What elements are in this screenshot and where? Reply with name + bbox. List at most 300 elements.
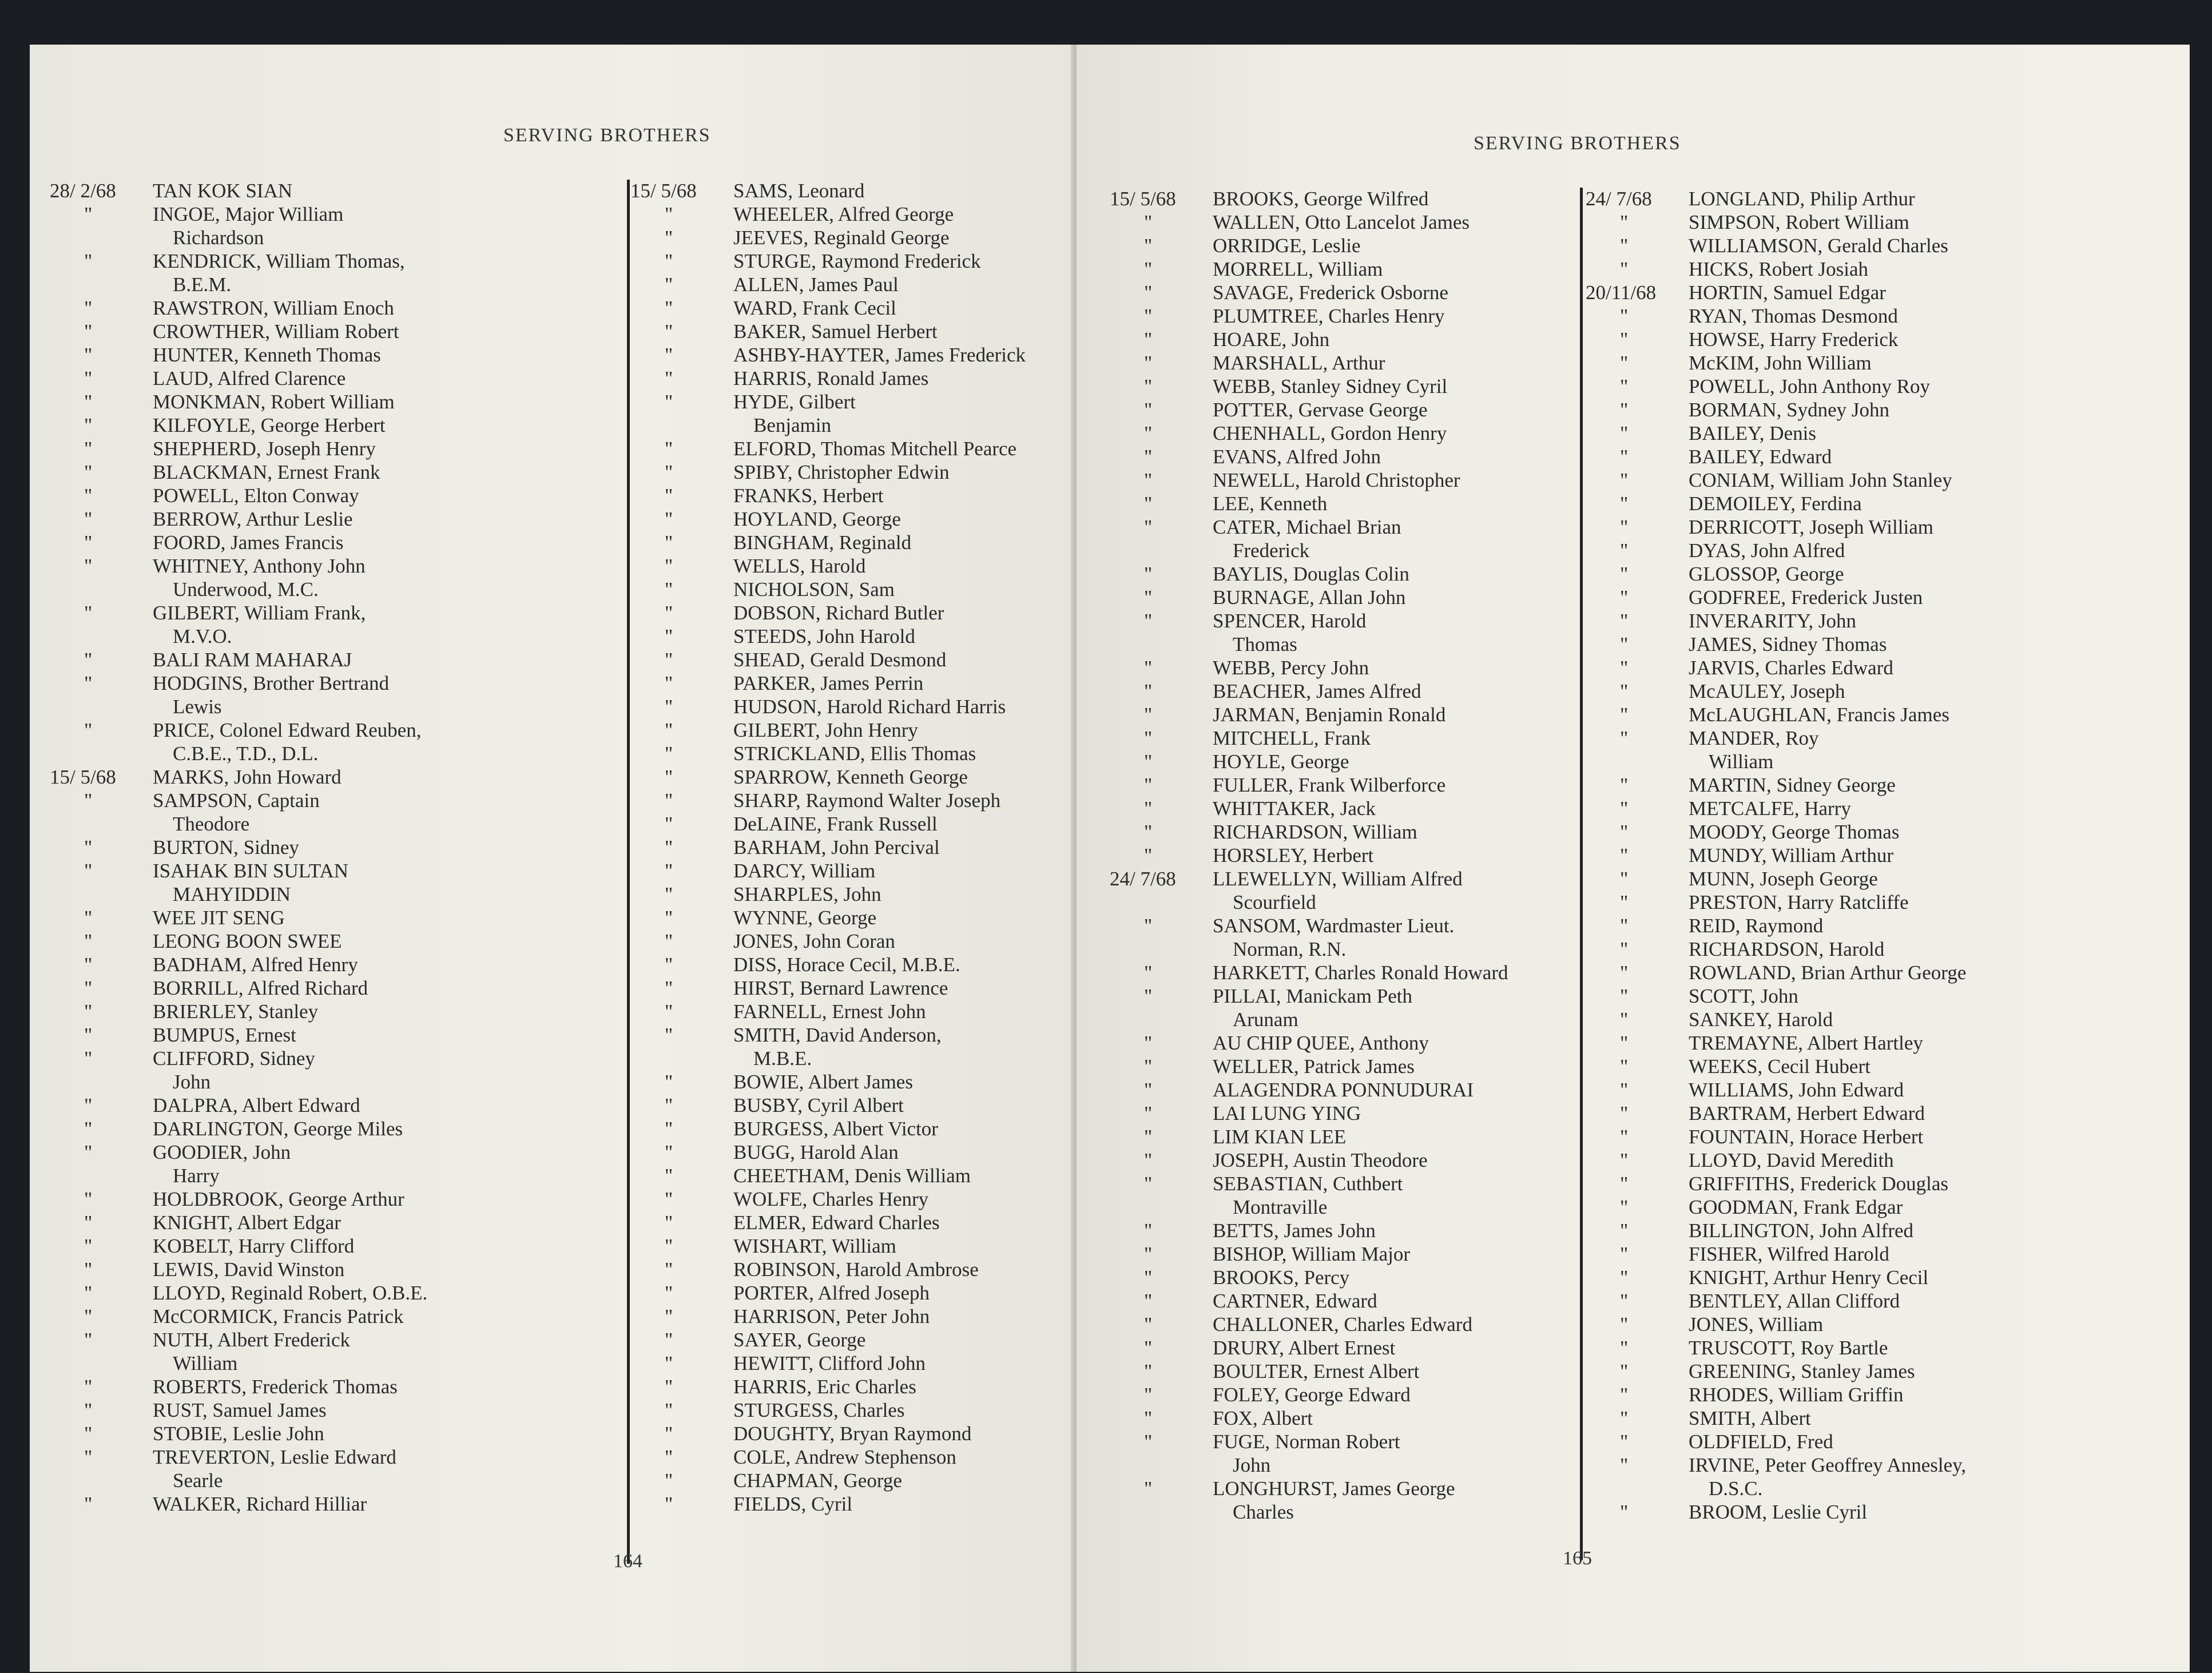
entry-date: " [665,320,673,343]
entry-date: " [665,1329,673,1351]
entry-date: " [1620,305,1629,327]
entry-name: PILLAI, Manickam Peth [1213,985,1412,1007]
entry-date: " [1620,1501,1629,1523]
entry-name: ORRIDGE, Leslie [1213,235,1361,257]
entry-date: 24/ 7/68 [1586,188,1652,210]
entry-name: INGOE, Major William [153,203,344,225]
entry-name: HODGINS, Brother Bertrand [153,672,390,694]
entry-date: " [665,1493,673,1515]
entry-date: " [1620,399,1629,421]
entry-name: HORTIN, Samuel Edgar [1689,281,1886,304]
entry-name: WELLER, Patrick James [1213,1055,1415,1078]
entry-name: HUDSON, Harold Richard Harris [733,696,1006,718]
entry-name: FIELDS, Cyril [733,1493,853,1515]
entry-date: " [1620,961,1629,984]
entry-name: POWELL, John Anthony Roy [1689,375,1930,398]
entry-name: TREVERTON, Leslie Edward [153,1446,396,1468]
entry-name: SHEAD, Gerald Desmond [733,649,947,671]
entry-date: " [1144,352,1153,374]
entry-name: POWELL, Elton Conway [153,484,359,507]
entry-name: TAN KOK SIAN [153,180,293,202]
entry-name: DARLINGTON, George Miles [153,1118,403,1140]
entry-date: " [1144,469,1153,491]
entry-date: " [665,1399,673,1421]
entry-name: BARHAM, John Percival [733,836,940,859]
entry-name: SPARROW, Kenneth George [733,766,968,788]
entry-name-continuation: Arunam [1233,1008,1298,1031]
entry-date: " [1144,1477,1153,1500]
entry-date: " [84,1141,93,1163]
entry-name: GILBERT, William Frank, [153,602,366,624]
entry-name: CHALLONER, Charles Edward [1213,1313,1472,1336]
entry-date: " [1620,891,1629,913]
entry-date: " [665,1211,673,1234]
page-number: 164 [613,1551,642,1572]
entry-date: " [1144,797,1153,820]
entry-name: FRANKS, Herbert [733,484,884,507]
entry-name-continuation: Underwood, M.C. [173,578,319,601]
entry-name: BINGHAM, Reginald [733,531,912,554]
entry-date: " [1620,727,1629,749]
entry-name: ELMER, Edward Charles [733,1211,940,1234]
entry-date: " [665,250,673,272]
entry-date: " [665,602,673,624]
entry-date: " [84,1329,93,1351]
entry-name: SCOTT, John [1689,985,1798,1007]
entry-name: WYNNE, George [733,907,877,929]
entry-date: " [84,1188,93,1210]
entry-date: " [84,297,93,319]
entry-date: " [1620,633,1629,655]
entry-date: " [1620,797,1629,820]
entry-name: BROOKS, Percy [1213,1266,1350,1289]
entry-name-continuation: C.B.E., T.D., D.L. [173,742,319,765]
entry-date: " [1144,281,1153,304]
entry-name: RICHARDSON, William [1213,821,1417,843]
entry-date: " [665,672,673,694]
entry-date: " [84,203,93,225]
entry-date: " [1144,1313,1153,1336]
entry-name: HYDE, Gilbert [733,391,856,413]
entry-date: " [84,367,93,390]
entry-name: PRESTON, Harry Ratcliffe [1689,891,1909,913]
entry-name-continuation: William [173,1352,238,1374]
entry-name: BISHOP, William Major [1213,1243,1411,1265]
entry-name-continuation: Frederick [1233,539,1310,562]
entry-date: " [84,1399,93,1421]
entry-date: " [1620,1384,1629,1406]
column-divider [1580,188,1583,1560]
entry-date: 15/ 5/68 [630,180,697,202]
entry-date: " [1620,680,1629,702]
entry-name: SHARPLES, John [733,883,881,905]
entry-date: " [1144,774,1153,796]
entry-name: WOLFE, Charles Henry [733,1188,929,1210]
entry-name: HARRISON, Peter John [733,1305,930,1328]
entry-date: " [1620,1079,1629,1101]
entry-name: JOSEPH, Austin Theodore [1213,1149,1428,1171]
entry-name: BROOM, Leslie Cyril [1689,1501,1868,1523]
entry-date: " [1144,328,1153,351]
entry-name: JONES, William [1689,1313,1824,1336]
entry-date: " [1620,586,1629,609]
entry-name: LONGLAND, Philip Arthur [1689,188,1915,210]
left-page [30,45,1077,1672]
entry-name: SANSOM, Wardmaster Lieut. [1213,915,1455,937]
entry-date: " [84,789,93,812]
entry-date: " [1144,727,1153,749]
entry-date: " [1620,1055,1629,1078]
entry-name: MOODY, George Thomas [1689,821,1900,843]
entry-date: " [1620,1454,1629,1476]
entry-name: WALKER, Richard Hilliar [153,1493,367,1515]
entry-name: DYAS, John Alfred [1689,539,1845,562]
entry-name: LAI LUNG YING [1213,1102,1361,1124]
entry-date: " [665,930,673,952]
entry-name: HARRIS, Eric Charles [733,1376,916,1398]
entry-name: TREMAYNE, Albert Hartley [1689,1032,1923,1054]
entry-name: GRIFFITHS, Frederick Douglas [1689,1173,1948,1195]
entry-name: BUMPUS, Ernest [153,1024,296,1046]
entry-name: WILLIAMS, John Edward [1689,1079,1904,1101]
entry-name: WARD, Frank Cecil [733,297,896,319]
entry-name: CARTNER, Edward [1213,1290,1377,1312]
entry-name-continuation: Charles [1233,1501,1294,1523]
entry-date: " [1620,1290,1629,1312]
entry-name: REID, Raymond [1689,915,1824,937]
entry-date: " [1620,258,1629,280]
entry-name: SPIBY, Christopher Edwin [733,461,950,483]
page-header: SERVING BROTHERS [1474,133,1681,154]
entry-name: HOLDBROOK, George Arthur [153,1188,404,1210]
entry-name-continuation: Scourfield [1233,891,1316,913]
entry-date: " [84,977,93,999]
page-number: 165 [1563,1548,1592,1569]
entry-name: ROBERTS, Frederick Thomas [153,1376,398,1398]
entry-name: CHEETHAM, Denis William [733,1165,971,1187]
entry-date: " [665,1305,673,1328]
entry-date: " [665,226,673,249]
entry-date: " [665,742,673,765]
entry-name: KNIGHT, Albert Edgar [153,1211,341,1234]
entry-name-continuation: M.V.O. [173,625,232,647]
entry-date: " [84,649,93,671]
entry-date: " [665,625,673,647]
entry-date: " [665,860,673,882]
entry-name: BORRILL, Alfred Richard [153,977,368,999]
entry-date: " [1144,704,1153,726]
entry-date: " [84,1282,93,1304]
entry-name: PARKER, James Perrin [733,672,924,694]
entry-date: " [665,273,673,296]
entry-name: NEWELL, Harold Christopher [1213,469,1460,491]
entry-date: " [1620,821,1629,843]
entry-date: " [1144,1032,1153,1054]
entry-name: GILBERT, John Henry [733,719,918,741]
entry-date: " [84,1422,93,1445]
entry-name: INVERARITY, John [1689,610,1856,632]
entry-name: LLOYD, Reginald Robert, O.B.E. [153,1282,428,1304]
entry-name: LLEWELLYN, William Alfred [1213,868,1463,890]
entry-name-continuation: Richardson [173,226,264,249]
entry-date: " [1620,328,1629,351]
entry-name: JARVIS, Charles Edward [1689,657,1893,679]
entry-date: " [84,953,93,976]
entry-date: " [665,203,673,225]
entry-name: WISHART, William [733,1235,896,1257]
entry-date: " [84,391,93,413]
entry-name-continuation: Theodore [173,813,250,835]
entry-date: " [665,461,673,483]
entry-name: McLAUGHLAN, Francis James [1689,704,1949,726]
entry-name-continuation: Harry [173,1165,220,1187]
entry-name: BADHAM, Alfred Henry [153,953,358,976]
entry-date: " [84,414,93,436]
entry-name: BETTS, James John [1213,1219,1376,1242]
entry-name: BARTRAM, Herbert Edward [1689,1102,1925,1124]
entry-name: HOYLAND, George [733,508,901,530]
entry-date: " [665,1141,673,1163]
entry-date: " [84,719,93,741]
entry-name-continuation: Montraville [1233,1196,1328,1218]
entry-name: BENTLEY, Allan Clifford [1689,1290,1900,1312]
entry-date: " [1620,1313,1629,1336]
names-column [50,180,622,1587]
entry-date: " [84,1446,93,1468]
entry-name: RUST, Samuel James [153,1399,327,1421]
entry-date: " [84,836,93,859]
entry-name: BUGG, Harold Alan [733,1141,899,1163]
entry-date: " [84,438,93,460]
entry-date: " [665,531,673,554]
entry-date: " [665,1188,673,1210]
entry-name: SHEPHERD, Joseph Henry [153,438,376,460]
entry-name: CHAPMAN, George [733,1469,902,1492]
entry-name-continuation: Thomas [1233,633,1297,655]
entry-date: " [665,508,673,530]
entry-name: FOLEY, George Edward [1213,1384,1411,1406]
entry-name: McKIM, John William [1689,352,1872,374]
entry-date: " [1144,1173,1153,1195]
entry-date: " [1620,1243,1629,1265]
entry-name: DARCY, William [733,860,876,882]
entry-name: STURGE, Raymond Frederick [733,250,981,272]
entry-date: " [1620,1430,1629,1453]
entry-name: GODFREE, Frederick Justen [1689,586,1923,609]
entry-date: " [1144,1079,1153,1101]
entry-name: HOWSE, Harry Frederick [1689,328,1899,351]
entry-name: BAYLIS, Douglas Colin [1213,563,1409,585]
entry-date: " [84,672,93,694]
entry-name: SMITH, David Anderson, [733,1024,942,1046]
entry-name: BALI RAM MAHARAJ [153,649,352,671]
entry-date: " [665,1446,673,1468]
entry-date: " [1144,492,1153,515]
entry-date: " [84,860,93,882]
entry-name: ISAHAK BIN SULTAN [153,860,349,882]
entry-name: HARKETT, Charles Ronald Howard [1213,961,1508,984]
page-header: SERVING BROTHERS [503,125,711,146]
entry-date: " [1620,563,1629,585]
entry-date: " [1144,1266,1153,1289]
entry-date: " [1144,1149,1153,1171]
entry-date: " [665,1352,673,1374]
entry-date: " [665,344,673,366]
entry-name: DOUGHTY, Bryan Raymond [733,1422,972,1445]
entry-date: " [1144,258,1153,280]
entry-date: " [1620,938,1629,960]
entry-name-continuation: Norman, R.N. [1233,938,1347,960]
entry-name: HICKS, Robert Josiah [1689,258,1869,280]
entry-date: " [84,907,93,929]
entry-date: " [84,1047,93,1070]
entry-name: BOWIE, Albert James [733,1071,913,1093]
entry-name: LIM KIAN LEE [1213,1126,1347,1148]
entry-date: " [1620,1266,1629,1289]
entry-date: " [1620,657,1629,679]
entry-name: MUNDY, William Arthur [1689,844,1893,867]
entry-name: DOBSON, Richard Butler [733,602,944,624]
entry-date: " [1144,211,1153,233]
entry-name: PRICE, Colonel Edward Reuben, [153,719,422,741]
entry-date: " [665,1165,673,1187]
entry-name: PLUMTREE, Charles Henry [1213,305,1445,327]
entry-date: " [1144,844,1153,867]
entry-name: BILLINGTON, John Alfred [1689,1219,1914,1242]
entry-date: " [1620,1126,1629,1148]
entry-date: " [1144,985,1153,1007]
entry-name-continuation: John [1233,1454,1271,1476]
entry-name: KNIGHT, Arthur Henry Cecil [1689,1266,1929,1289]
entry-name: KENDRICK, William Thomas, [153,250,405,272]
entry-date: " [665,1071,673,1093]
entry-name: CROWTHER, William Robert [153,320,399,343]
entry-name: SHARP, Raymond Walter Joseph [733,789,1001,812]
entry-name: KOBELT, Harry Clifford [153,1235,355,1257]
entry-name-continuation: Searle [173,1469,223,1492]
entry-name: MARTIN, Sidney George [1689,774,1896,796]
entry-name: NICHOLSON, Sam [733,578,895,601]
entry-name: WEBB, Stanley Sidney Cyril [1213,375,1448,398]
entry-name: STRICKLAND, Ellis Thomas [733,742,976,765]
entry-date: " [1144,1126,1153,1148]
entry-name: FISHER, Wilfred Harold [1689,1243,1889,1265]
entry-name: FULLER, Frank Wilberforce [1213,774,1446,796]
entry-date: " [1144,1430,1153,1453]
entry-date: " [1620,235,1629,257]
entry-date: " [1144,610,1153,632]
entry-date: " [1144,586,1153,609]
entry-name: GOODIER, John [153,1141,291,1163]
entry-date: " [84,508,93,530]
entry-date: " [665,367,673,390]
names-column [1586,188,2186,1583]
entry-date: " [1144,1243,1153,1265]
entry-name: PORTER, Alfred Joseph [733,1282,930,1304]
entry-date: " [665,1422,673,1445]
entry-date: " [665,1094,673,1116]
entry-name: ROWLAND, Brian Arthur George [1689,961,1967,984]
entry-name-continuation: William [1709,750,1774,773]
entry-date: " [665,977,673,999]
entry-name: BAILEY, Edward [1689,446,1832,468]
entry-name: IRVINE, Peter Geoffrey Annesley, [1689,1454,1967,1476]
entry-name: MARKS, John Howard [153,766,341,788]
entry-date: " [1620,985,1629,1007]
entry-date: " [84,1376,93,1398]
entry-name: DeLAINE, Frank Russell [733,813,938,835]
entry-date: " [84,320,93,343]
entry-name: HORSLEY, Herbert [1213,844,1374,867]
names-column [630,180,1077,1587]
entry-name: BOULTER, Ernest Albert [1213,1360,1420,1382]
entry-date: " [84,250,93,272]
entry-date: " [665,789,673,812]
entry-name: ALLEN, James Paul [733,273,899,296]
entry-name: BAKER, Samuel Herbert [733,320,938,343]
entry-date: " [665,578,673,601]
entry-name: OLDFIELD, Fred [1689,1430,1833,1453]
entry-name: BROOKS, George Wilfred [1213,188,1429,210]
entry-name: HUNTER, Kenneth Thomas [153,344,381,366]
entry-date: " [665,1024,673,1046]
entry-name-continuation: D.S.C. [1709,1477,1763,1500]
entry-name: KILFOYLE, George Herbert [153,414,386,436]
entry-name: MUNN, Joseph George [1689,868,1878,890]
entry-name: DALPRA, Albert Edward [153,1094,360,1116]
entry-date: " [1620,1032,1629,1054]
entry-date: " [1620,1360,1629,1382]
entry-date: " [84,1235,93,1257]
entry-date: " [665,883,673,905]
entry-name: RAWSTRON, William Enoch [153,297,394,319]
entry-date: " [1620,704,1629,726]
entry-name: RICHARDSON, Harold [1689,938,1885,960]
entry-date: " [665,696,673,718]
entry-name: BURTON, Sidney [153,836,299,859]
entry-date: " [1144,563,1153,585]
entry-date: " [84,1258,93,1281]
entry-name: MONKMAN, Robert William [153,391,395,413]
entry-name: RHODES, William Griffin [1689,1384,1904,1406]
entry-date: " [1144,305,1153,327]
entry-name: POTTER, Gervase George [1213,399,1428,421]
entry-name-continuation: B.E.M. [173,273,232,296]
entry-date: " [1144,1337,1153,1359]
entry-date: " [1620,1008,1629,1031]
entry-date: " [1620,211,1629,233]
entry-name: STEEDS, John Harold [733,625,915,647]
entry-name: BUSBY, Cyril Albert [733,1094,904,1116]
entry-date: " [1144,516,1153,538]
entry-name: HIRST, Bernard Lawrence [733,977,948,999]
entry-date: " [1620,375,1629,398]
entry-name: ALAGENDRA PONNUDURAI [1213,1079,1474,1101]
entry-name: McAULEY, Joseph [1689,680,1845,702]
entry-date: " [84,602,93,624]
entry-date: " [1620,352,1629,374]
entry-date: " [84,930,93,952]
entry-name: BURGESS, Albert Victor [733,1118,938,1140]
entry-date: " [1620,774,1629,796]
entry-date: " [1620,516,1629,538]
entry-name-continuation: Benjamin [753,414,832,436]
entry-date: " [1620,868,1629,890]
entry-date: " [665,555,673,577]
entry-name: FOORD, James Francis [153,531,344,554]
entry-date: " [1144,375,1153,398]
right-page [1077,45,2190,1672]
